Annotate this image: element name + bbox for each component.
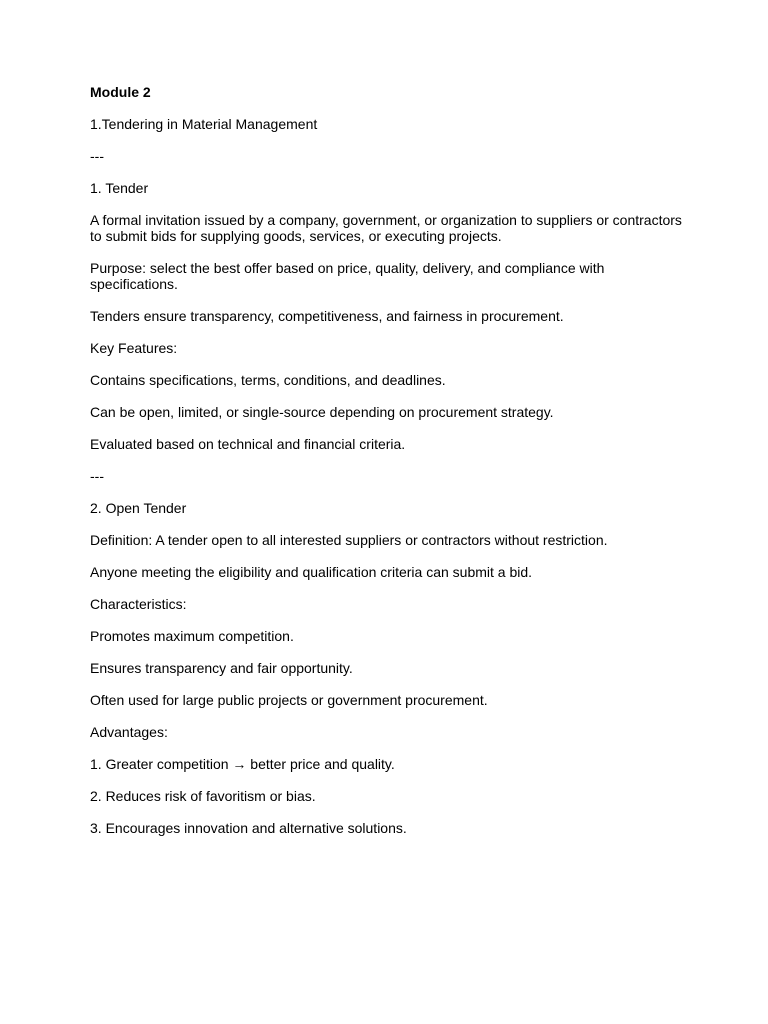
- paragraph: Characteristics:: [90, 596, 187, 612]
- list-item: 1. Greater competition → better price and quality.: [90, 756, 395, 772]
- separator: ---: [90, 468, 104, 484]
- list-item: 3. Encourages innovation and alternative solutions.: [90, 820, 407, 836]
- paragraph: Promotes maximum competition.: [90, 628, 294, 644]
- paragraph: Contains specifications, terms, conditions, and deadlines.: [90, 372, 446, 388]
- paragraph: Tenders ensure transparency, competitiveness, and fairness in procurement.: [90, 308, 564, 324]
- paragraph: Evaluated based on technical and financial criteria.: [90, 436, 406, 452]
- separator: ---: [90, 148, 104, 164]
- document-subtitle: 1.Tendering in Material Management: [90, 116, 318, 132]
- paragraph: Often used for large public projects or government procurement.: [90, 692, 488, 708]
- paragraph: Can be open, limited, or single-source depending on procurement strategy.: [90, 404, 554, 420]
- paragraph: Definition: A tender open to all interested suppliers or contractors without restriction.: [90, 532, 608, 548]
- paragraph: Ensures transparency and fair opportunity.: [90, 660, 353, 676]
- paragraph: Anyone meeting the eligibility and qualification criteria can submit a bid.: [90, 564, 533, 580]
- paragraph: Key Features:: [90, 340, 178, 356]
- paragraph: Advantages:: [90, 724, 168, 740]
- section-heading: 2. Open Tender: [90, 500, 187, 516]
- paragraph: Purpose: select the best offer based on price, quality, delivery, and compliance with specifications.: [90, 260, 605, 292]
- document-title: Module 2: [90, 84, 151, 100]
- document-page: [90, 84, 690, 852]
- list-item: 2. Reduces risk of favoritism or bias.: [90, 788, 316, 804]
- section-heading: 1. Tender: [90, 180, 149, 196]
- paragraph: A formal invitation issued by a company, government, or organization to suppliers or contractors to submit bids for supplying goods, services, or executing projects.: [90, 212, 682, 244]
